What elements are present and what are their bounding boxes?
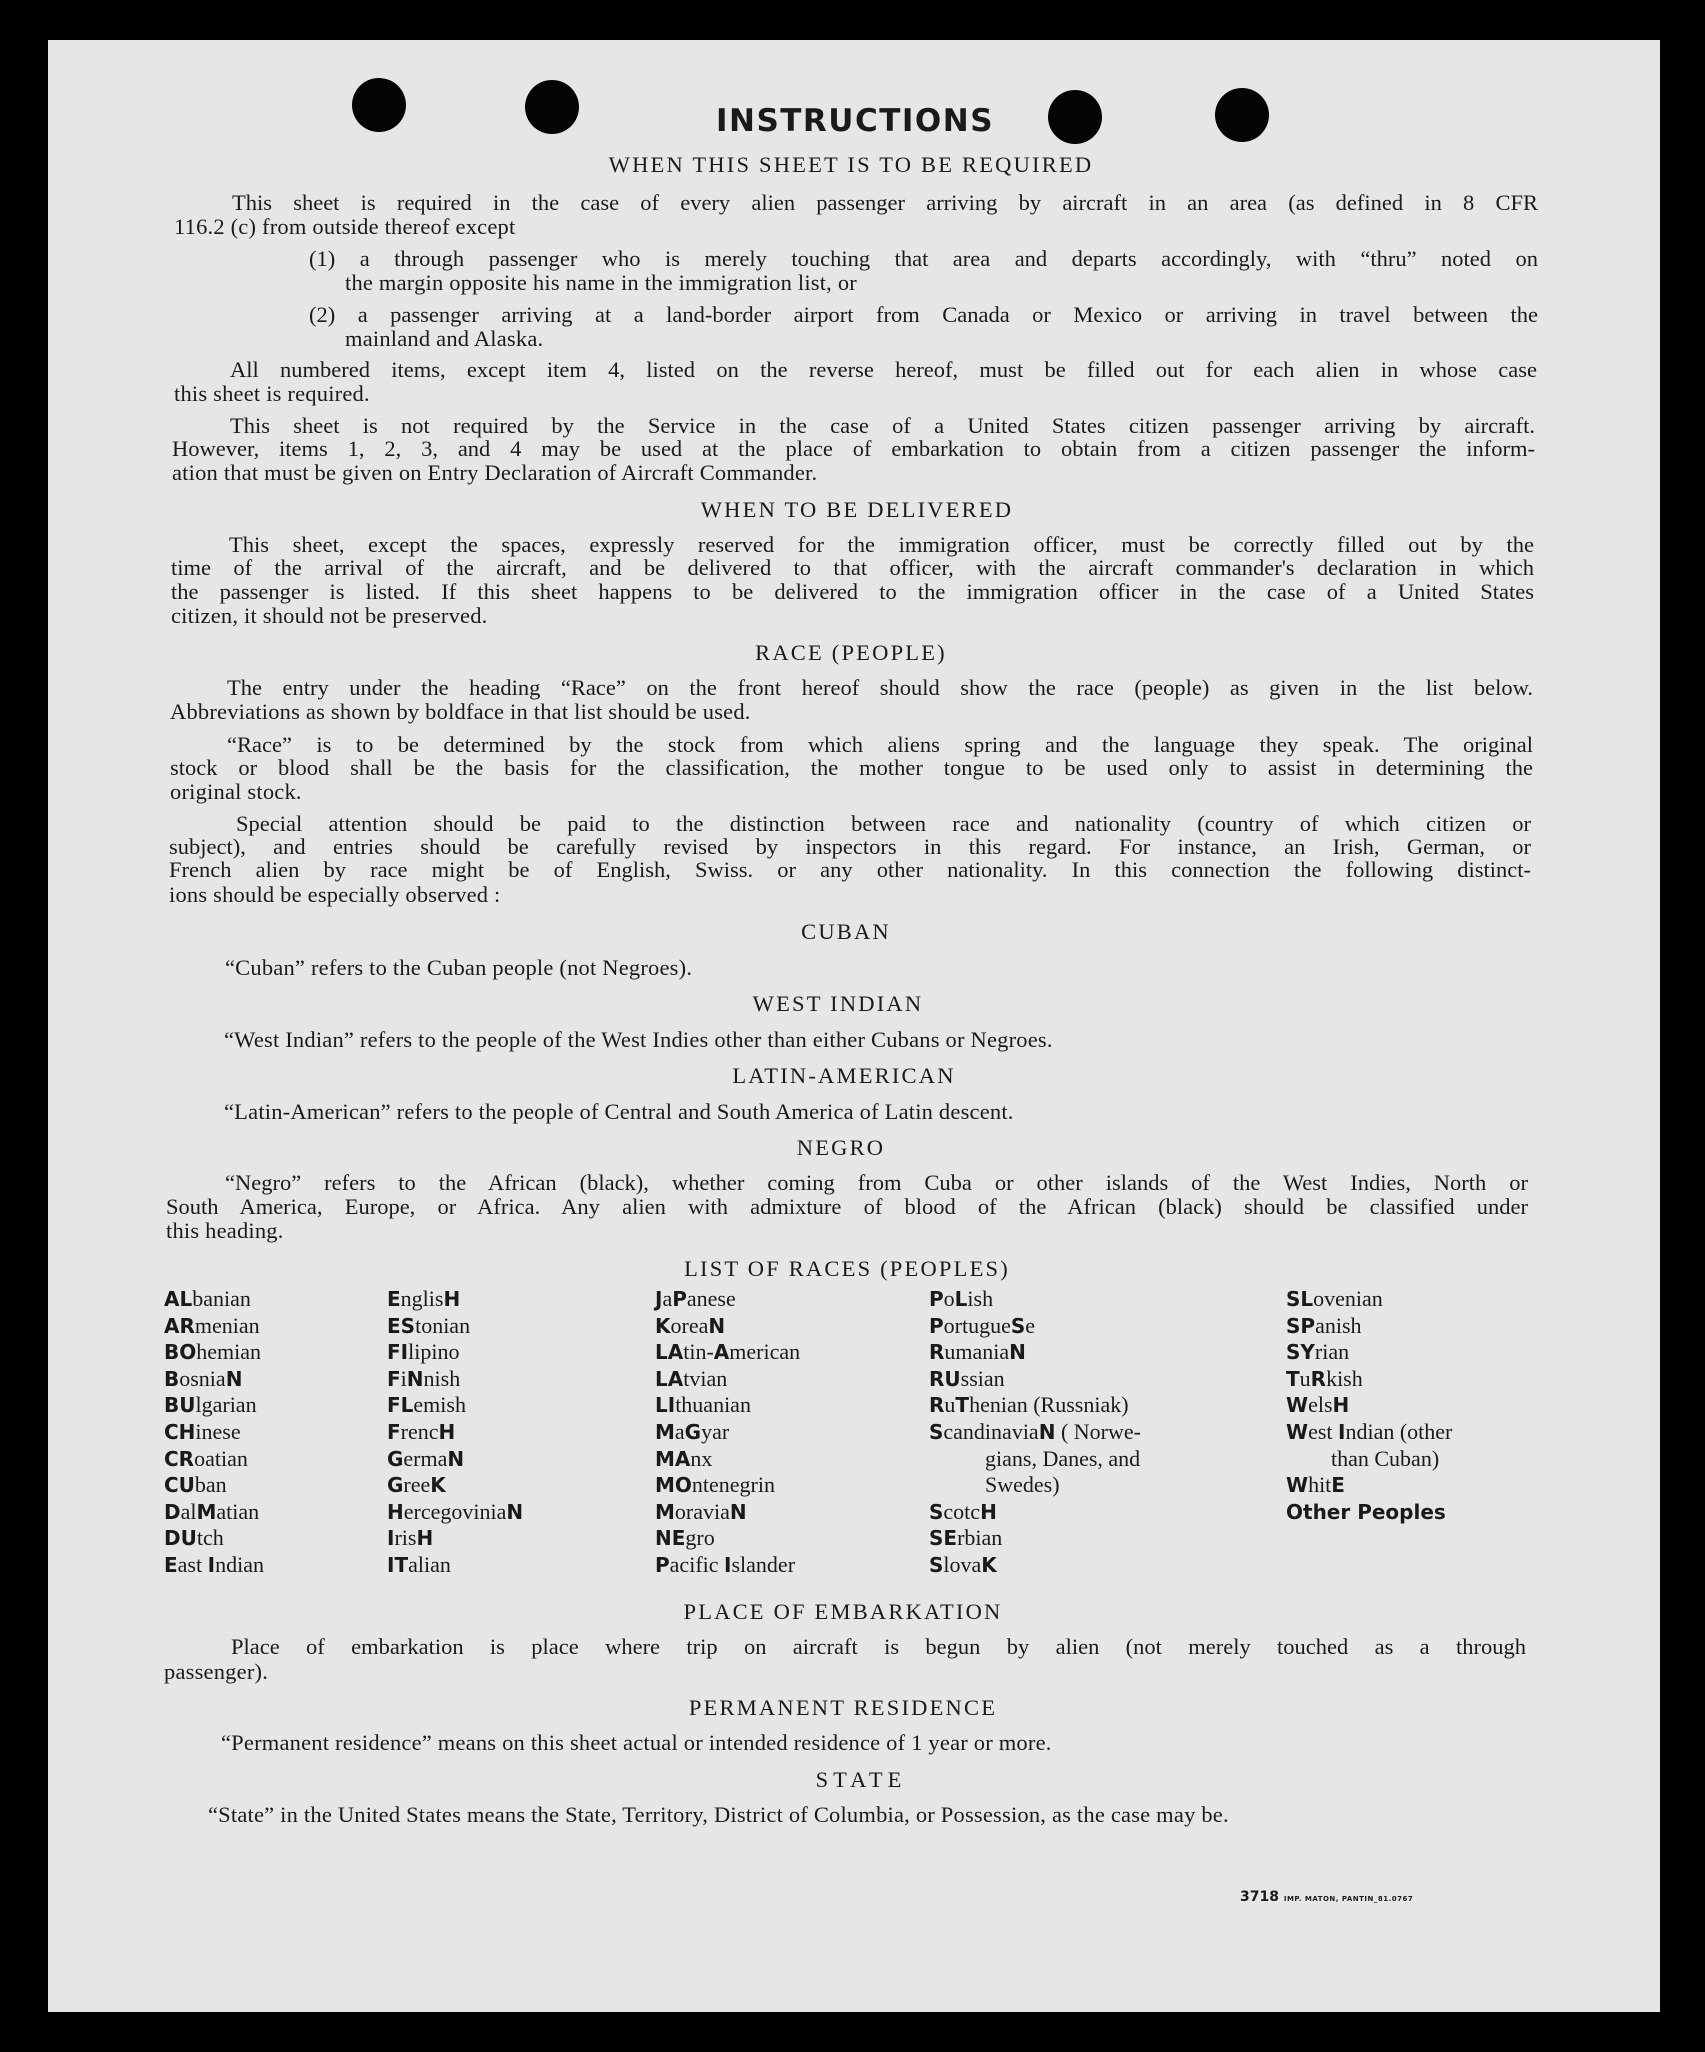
punch-hole-4 (1215, 88, 1269, 142)
race-item: RUssian (929, 1365, 1005, 1391)
race-item: BUlgarian (164, 1392, 257, 1418)
race-item: PoLish (929, 1286, 994, 1311)
race-item: Other Peoples (1286, 1499, 1446, 1524)
list-item-line: (2) a passenger arriving at a land-border airport from Canada or Mexico or arriving in travel between the (309, 302, 1538, 327)
definition-text: “Cuban” refers to the Cuban people (not Negroes). (225, 955, 693, 980)
heading-west-indian: WEST INDIAN (752, 991, 924, 1016)
race-item: TuRkish (1286, 1365, 1363, 1391)
race-item: PortugueSe (929, 1312, 1036, 1338)
paragraph-line: This sheet, except the spaces, expressly reserved for the immigration officer, must be correctly filled out by the (229, 532, 1534, 557)
paragraph-line: time of the arrival of the aircraft, and be delivered to that officer, with the aircraft commander's declaration in which (171, 555, 1534, 580)
heading-list-of-races: LIST OF RACES (PEOPLES) (684, 1256, 1010, 1281)
paragraph-line: ation that must be given on Entry Declaration of Aircraft Commander. (172, 460, 818, 485)
printer-imprint (1240, 1889, 1413, 1905)
paragraph-line: subject), and entries should be carefully revised by inspectors in this regard. For instance, an Irish, German, or (169, 834, 1531, 859)
race-item: ScandinaviaN ( Norwe- (929, 1418, 1141, 1444)
race-item: RuThenian (Russniak) (929, 1392, 1129, 1418)
race-item: FIlipino (387, 1339, 460, 1365)
heading-state: STATE (815, 1767, 907, 1792)
race-item: GermaN (387, 1445, 465, 1471)
race-item: BOhemian (164, 1339, 262, 1365)
race-item: FiNnish (387, 1365, 461, 1391)
paragraph-line: This sheet is not required by the Service in the case of a United States citizen passenger arriving by aircraft. (230, 413, 1535, 438)
race-item: SlovaK (929, 1551, 997, 1577)
race-item: FrencH (387, 1418, 456, 1444)
race-column-2 (387, 1286, 523, 1579)
race-item: Swedes) (985, 1472, 1060, 1498)
paragraph-line: South America, Europe, or Africa. Any alien with admixture of blood of the African (black) should be classified under (166, 1194, 1528, 1219)
paragraph-line: citizen, it should not be preserved. (171, 603, 488, 628)
punch-hole-2 (525, 80, 579, 134)
paragraph-line: However, items 1, 2, 3, and 4 may be used at the place of embarkation to obtain from a citizen passenger the inform- (172, 436, 1535, 461)
paragraph-line: the passenger is listed. If this sheet happens to be delivered to the immigration officer in the case of a United States (171, 579, 1534, 604)
race-item: West Indian (other (1286, 1418, 1453, 1444)
list-item-line: the margin opposite his name in the immigration list, or (345, 270, 857, 295)
race-item: LAtvian (655, 1365, 728, 1391)
race-item: LIthuanian (655, 1392, 751, 1418)
race-item: FLemish (387, 1392, 466, 1418)
paragraph-line: “Race” is to be determined by the stock from which aliens spring and the language they speak. The original (227, 732, 1533, 757)
heading-when-required: WHEN THIS SHEET IS TO BE REQUIRED (608, 152, 1094, 177)
race-item: LAtin-American (655, 1339, 801, 1365)
paragraph-line: 116.2 (c) from outside thereof except (174, 214, 516, 239)
paragraph-line: Special attention should be paid to the distinction between race and nationality (country of which citizen or (236, 811, 1531, 836)
paragraph-line: ions should be especially observed : (169, 882, 501, 907)
race-item: EStonian (387, 1312, 471, 1338)
race-item: ScotcH (929, 1498, 997, 1524)
heading-latin-american: LATIN-AMERICAN (732, 1063, 956, 1088)
printer-name: IMP. MATON, PANTIN_81.0767 (1283, 1895, 1414, 1903)
heading-embarkation: PLACE OF EMBARKATION (683, 1599, 1003, 1624)
race-item: DUtch (164, 1525, 224, 1551)
race-item: DalMatian (164, 1498, 260, 1524)
race-item: RumaniaN (929, 1339, 1026, 1365)
definition-text: “State” in the United States means the State, Territory, District of Columbia, or Possession, as the case may be. (208, 1802, 1229, 1827)
paragraph-line: this sheet is required. (174, 381, 370, 406)
race-item: gians, Danes, and (985, 1445, 1141, 1471)
punch-hole-3 (1048, 90, 1102, 144)
race-item: EnglisH (387, 1286, 461, 1311)
race-item: Pacific Islander (655, 1551, 796, 1577)
race-item: MaGyar (655, 1418, 730, 1444)
race-item: HercegoviniaN (387, 1498, 524, 1524)
definition-text: “West Indian” refers to the people of the West Indies other than either Cubans or Negroes. (224, 1027, 1053, 1052)
race-item: SPanish (1286, 1312, 1362, 1338)
heading-when-delivered: WHEN TO BE DELIVERED (700, 497, 1014, 522)
punch-hole-1 (352, 78, 406, 132)
heading-cuban: CUBAN (801, 919, 891, 944)
race-item: ITalian (387, 1551, 451, 1577)
paragraph-line: All numbered items, except item 4, listed on the reverse hereof, must be filled out for each alien in whose case (230, 357, 1537, 382)
race-item: CRoatian (164, 1445, 248, 1471)
race-item: JaPanese (655, 1286, 736, 1311)
race-column-5 (1286, 1286, 1452, 1525)
paragraph-line: stock or blood shall be the basis for the classification, the mother tongue to be used only to assist in determining the (170, 755, 1533, 780)
page-title: INSTRUCTIONS (715, 103, 995, 139)
list-item-line: mainland and Alaska. (345, 326, 544, 351)
race-column-3 (655, 1286, 800, 1579)
paragraph-line: passenger). (164, 1659, 269, 1684)
race-item: BosniaN (164, 1365, 243, 1391)
race-item: MOntenegrin (655, 1472, 775, 1498)
paragraph-line: The entry under the heading “Race” on the front hereof should show the race (people) as given in the list below. (227, 675, 1533, 700)
race-item: than Cuban) (1331, 1445, 1440, 1471)
heading-permanent-residence: PERMANENT RESIDENCE (688, 1695, 998, 1720)
race-item: MAnx (655, 1445, 713, 1471)
heading-negro: NEGRO (796, 1135, 886, 1160)
race-item: CUban (164, 1472, 227, 1498)
list-item-line: (1) a through passenger who is merely touching that area and departs accordingly, with “thru” noted on (309, 246, 1538, 271)
race-item: GreeK (387, 1472, 446, 1498)
race-item: CHinese (164, 1418, 241, 1444)
race-item: East Indian (164, 1551, 264, 1577)
race-item: ALbanian (164, 1286, 251, 1311)
race-item: WelsH (1286, 1392, 1350, 1418)
paragraph-line: Place of embarkation is place where trip on aircraft is begun by alien (not merely touched as a through (231, 1634, 1526, 1659)
race-item: MoraviaN (655, 1498, 747, 1524)
race-item: NEgro (655, 1525, 715, 1551)
definition-text: “Latin-American” refers to the people of Central and South America of Latin descent. (224, 1099, 1014, 1124)
paragraph-line: This sheet is required in the case of every alien passenger arriving by aircraft in an area (as defined in 8 CFR (232, 190, 1538, 215)
race-item: SErbian (929, 1525, 1003, 1551)
paragraph-line: original stock. (170, 779, 302, 804)
paragraph-line: French alien by race might be of English, Swiss. or any other nationality. In this connection the following distinct- (169, 857, 1531, 882)
heading-race: RACE (PEOPLE) (755, 640, 947, 665)
race-item: ARmenian (164, 1312, 260, 1338)
race-item: KoreaN (655, 1312, 726, 1338)
race-item: SYrian (1286, 1339, 1350, 1365)
form-number: 3718 (1240, 1889, 1279, 1905)
race-column-1 (164, 1286, 264, 1579)
paragraph-line: this heading. (166, 1218, 284, 1243)
race-item: SLovenian (1286, 1286, 1383, 1311)
paragraph-line: Abbreviations as shown by boldface in that list should be used. (170, 699, 751, 724)
definition-text: “Permanent residence” means on this sheet actual or intended residence of 1 year or more. (221, 1730, 1052, 1755)
race-item: WhitE (1286, 1472, 1345, 1498)
paragraph-line: “Negro” refers to the African (black), whether coming from Cuba or other islands of the West Indies, North or (225, 1170, 1528, 1195)
race-item: IrisH (387, 1525, 434, 1551)
race-column-4 (929, 1286, 1141, 1579)
